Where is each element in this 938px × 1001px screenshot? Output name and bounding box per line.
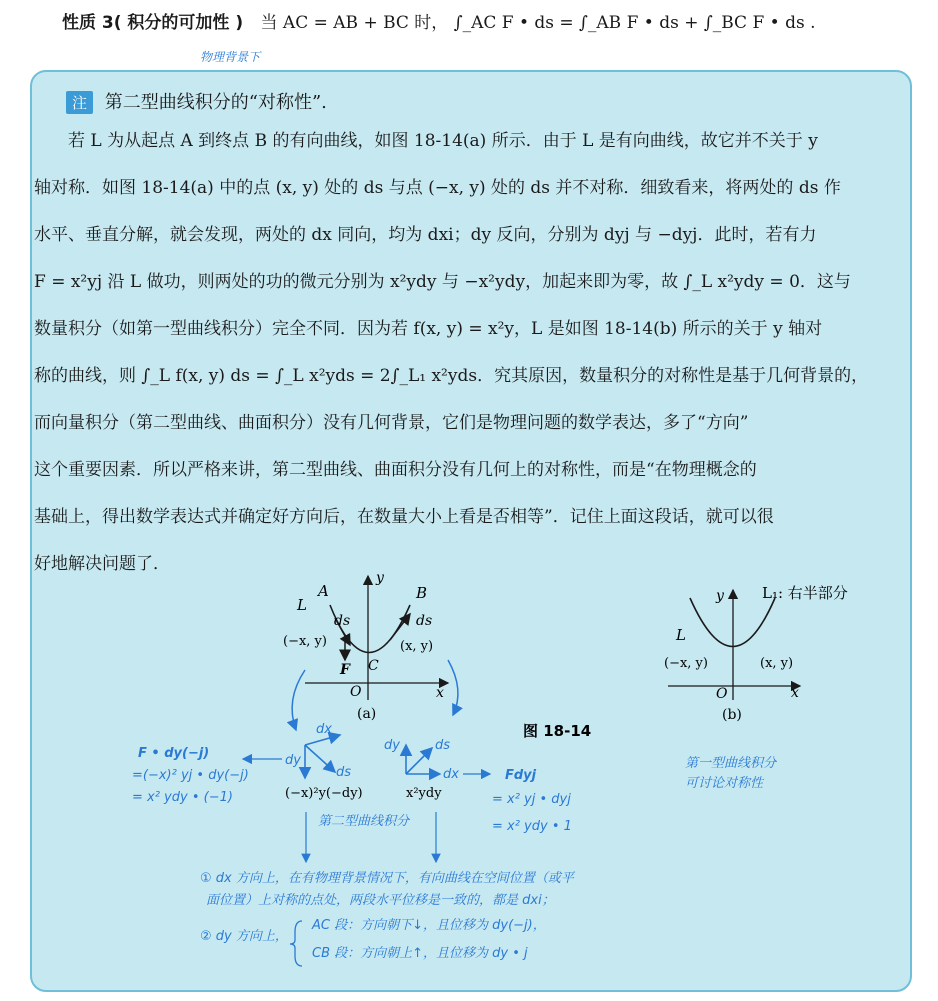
second-kind-label: 第二型曲线积分 bbox=[318, 814, 410, 829]
paragraph-line: 数量积分（如第一型曲线积分）完全不同．因为若 f(x, y) = x²y，L 是如图 18-14(b) 所示的关于 y 轴对 bbox=[34, 319, 823, 339]
fig-a-left-arc bbox=[292, 670, 305, 730]
decomp-left-expr: (−x)²y(−dy) bbox=[285, 786, 363, 801]
explain-1b: 面位置）上对称的点处，两段水平位移是一致的，都是 dxi； bbox=[206, 893, 555, 908]
fig-b-label-O: O bbox=[716, 686, 728, 702]
decomp-right-ds-arrow bbox=[406, 748, 432, 774]
paragraph-line: 这个重要因素．所以严格来讲，第二型曲线、曲面积分没有几何上的对称性，而是“在物理概念的 bbox=[34, 460, 757, 480]
right-work-1: Fdyj bbox=[505, 768, 537, 783]
left-work-2: =(−x)² yj • dy(−j) bbox=[132, 768, 249, 783]
note-badge: 注 bbox=[66, 91, 93, 114]
fig-a-label-y: y bbox=[376, 570, 384, 586]
fig-a-label-A: A bbox=[318, 582, 329, 600]
decomp-left-ds-label: ds bbox=[336, 765, 352, 780]
fig-a-label-ds-left: ds bbox=[334, 613, 351, 629]
right-work-3: = x² ydy • 1 bbox=[492, 819, 572, 834]
fig-a-label-ds-right: ds bbox=[416, 613, 433, 629]
decomp-right-expr: x²ydy bbox=[406, 786, 442, 801]
fig-b-caption: (b) bbox=[722, 707, 742, 723]
handwritten-annotation: 物理背景下 bbox=[200, 50, 261, 64]
fig-a-label-pt-right: (x, y) bbox=[400, 639, 434, 654]
fig-b-label-x: x bbox=[791, 685, 799, 701]
fig-a-label-O: O bbox=[350, 684, 362, 700]
explain-brace bbox=[290, 921, 302, 966]
left-work-3: = x² ydy • (−1) bbox=[132, 790, 233, 805]
explain-2-cb: CB 段：方向朝上↑，且位移为 dy • j bbox=[312, 946, 528, 961]
paragraph-line: F = x²yj 沿 L 做功，则两处的功的微元分别为 x²ydy 与 −x²ydy，加起来即为零，故 ∫_L x²ydy = 0．这与 bbox=[34, 272, 851, 292]
paragraph-line: 轴对称．如图 18-14(a) 中的点 (x, y) 处的 ds 与点 (−x, y) 处的 ds 并不对称．细致看来，将两处的 ds 作 bbox=[34, 178, 841, 198]
explain-1a: ① dx 方向上，在有物理背景情况下，有向曲线在空间位置（或平 bbox=[200, 871, 574, 886]
figure-caption: 图 18-14 bbox=[523, 722, 592, 740]
explain-2: ② dy 方向上， bbox=[200, 929, 288, 944]
fig-b-label-pt-right: (x, y) bbox=[760, 656, 794, 671]
decomp-right-dy-label: dy bbox=[384, 738, 400, 753]
paragraph-line: 水平、垂直分解，就会发现，两处的 dx 同向，均为 dxi；dy 反向，分别为 dyj 与 −dyj．此时，若有力 bbox=[34, 225, 817, 245]
fig-a-label-L: L bbox=[297, 596, 307, 614]
fig-a-ds-right-arrow bbox=[390, 614, 410, 640]
fig-a-label-B: B bbox=[416, 584, 428, 602]
property-formula: 当 AC = AB + BC 时， ∫_AC F • ds = ∫_AB F • ds + ∫_BC F • ds . bbox=[260, 13, 816, 33]
fig-a-label-x: x bbox=[436, 685, 444, 701]
decomp-left-ds-arrow bbox=[305, 745, 335, 772]
paragraph-line: 好地解决问题了． bbox=[34, 554, 170, 574]
paragraph-line: 而向量积分（第二型曲线、曲面积分）没有几何背景，它们是物理问题的数学表达，多了“方向” bbox=[34, 413, 749, 433]
fig-a-label-F: F bbox=[340, 662, 350, 678]
decomp-right-dx-label: dx bbox=[443, 767, 459, 782]
fig-b-label-L1: L₁: 右半部分 bbox=[762, 584, 848, 602]
paragraph-line: 称的曲线，则 ∫_L f(x, y) ds = ∫_L x²yds = 2∫_L₁ x²yds．究其原因，数量积分的对称性是基于几何背景的， bbox=[34, 366, 869, 386]
fig-b-label-y: y bbox=[716, 588, 724, 604]
fig-a-label-pt-left: (−x, y) bbox=[283, 634, 327, 649]
explain-2-ac: AC 段：方向朝下↓，且位移为 dy(−j)， bbox=[312, 918, 546, 933]
fig-a-label-C: C bbox=[368, 658, 379, 674]
first-kind-note-1: 第一型曲线积分 bbox=[685, 756, 777, 771]
decomp-right-ds-label: ds bbox=[435, 738, 451, 753]
decomp-left-dy-label: dy bbox=[285, 753, 301, 768]
left-work-1: F • dy(−j) bbox=[138, 746, 210, 761]
fig-a-caption: (a) bbox=[357, 706, 377, 722]
decomp-left-dx-label: dx bbox=[316, 722, 332, 737]
fig-a-right-arc bbox=[448, 660, 458, 715]
fig-b-label-pt-left: (−x, y) bbox=[664, 656, 708, 671]
fig-b-label-L: L bbox=[676, 626, 686, 644]
property-title: 性质 3( 积分的可加性 ) bbox=[62, 13, 244, 33]
first-kind-note-2: 可讨论对称性 bbox=[685, 776, 764, 791]
paragraph-line: 若 L 为从起点 A 到终点 B 的有向曲线，如图 18-14(a) 所示．由于 L 是有向曲线，故它并不关于 y bbox=[68, 131, 818, 151]
paragraph-line: 基础上，得出数学表达式并确定好方向后，在数量大小上看是否相等”．记住上面这段话，就可以很 bbox=[34, 507, 774, 527]
right-work-2: = x² yj • dyj bbox=[492, 792, 571, 807]
note-title-text: 第二型曲线积分的“对称性”. bbox=[104, 92, 327, 113]
